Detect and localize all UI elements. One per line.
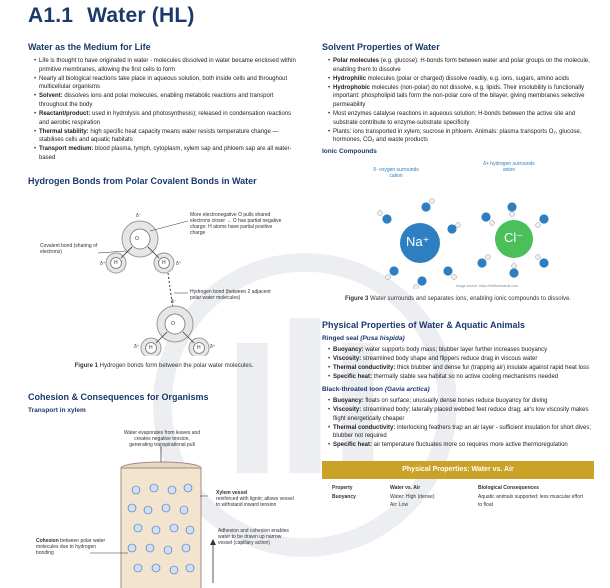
list-item: • Viscosity: streamlined body shape and flippers reduce drag in viscous water	[328, 355, 594, 364]
list-item: • Specific heat: air temperature fluctuates more so requires more active thermoregulation	[328, 441, 594, 450]
hydrogen-label: H	[149, 344, 153, 351]
image-credit: Image source: https://bioflashcards.com	[456, 283, 518, 288]
list-item: • Most enzymes catalyse reactions in aqueous solution; H-bonds between the active site and substrate contribute to enzyme-substrate specificity	[328, 110, 594, 127]
table-row: Air: Low to float	[390, 501, 494, 508]
list-item: • Specific heat: thermally stable sea habitat so no active cooling mechanisms needed	[328, 373, 594, 382]
section-heading-hbonds: Hydrogen Bonds from Polar Covalent Bonds in Water	[28, 175, 257, 186]
figure-1-caption: Figure 1 Hydrogen bonds form between the polar water molecules.	[74, 362, 254, 369]
delta-plus-label: δ⁺	[176, 260, 182, 267]
subheading-seal: Ringed seal (Pusa hispida)	[322, 334, 405, 342]
list-item: • Solvent: dissolves ions and polar molecules, enabling metabolic reactions and transport throughout the body	[34, 92, 300, 109]
table-header-cell: Property	[332, 484, 353, 491]
list-item: • Hydrophilic molecules (polar or charged) dissolve readily, e.g. ions, sugars, amino acids	[328, 75, 594, 84]
oxygen-surrounds-label: δ- oxygen surrounds cation	[373, 166, 419, 179]
right-column	[322, 42, 594, 509]
section-heading-solvent: Solvent Properties of Water	[322, 42, 440, 52]
adhesion-label: Adhesion and cohesion enables water to be drawn up narrow vessel (capillary action)	[218, 527, 289, 546]
table-header-cell: Biological Consequences	[478, 484, 539, 491]
subheading-loon: Black-throated loon (Gavia arctica)	[322, 385, 430, 393]
hydrogen-label: H	[114, 259, 118, 266]
list-item: • Thermal stability: high specific heat capacity means water resists temperature change — stabilises cells and aquatic habitats	[34, 128, 300, 145]
hydrogen-bond-label: Hydrogen bond (between 2 adjacent polar water molecules)	[190, 288, 271, 301]
delta-plus-label: δ⁺	[210, 343, 216, 350]
delta-plus-label: δ⁺	[134, 343, 140, 350]
table-header-row	[322, 479, 594, 493]
ion-hydration-diagram	[322, 159, 594, 289]
figure-3-caption: Figure 3 Water surrounds and separates ions, enabling ionic compounds to dissolve.	[345, 295, 571, 302]
evaporation-label: Water evaporates from leaves and creates negative tension, generating transpirational pull	[123, 429, 201, 448]
list-item: • Viscosity: streamlined body; laterally placed webbed feet reduce drag; air's low viscosity makes flight energetically cheaper	[328, 406, 594, 423]
list-item: • Nearly all biological reactions take place in aqueous solution, both inside cells and throughout multicellular organisms	[34, 75, 300, 92]
properties-table	[322, 461, 594, 509]
solvent-list	[322, 57, 594, 145]
list-item: • Polar molecules (e.g. glucose): H-bonds form between water and polar groups on the molecule, enabling them to dissolve	[328, 57, 594, 74]
page-title	[28, 4, 195, 28]
delta-plus-label: δ⁺	[100, 260, 106, 267]
figure-ionic	[322, 159, 594, 297]
section-heading-medium: Water as the Medium for Life	[28, 42, 151, 52]
list-item: • Reactant/product: used in hydrolysis and photosynthesis); released in condensation reactions and aerobic respiration	[34, 110, 300, 127]
subheading-ionic: Ionic Compounds	[322, 147, 377, 155]
oxygen-label: O	[171, 320, 175, 327]
list-item: • Buoyancy: floats on surface; unusually dense bones reduce buoyancy for diving	[328, 397, 594, 406]
figure-xylem	[28, 418, 300, 588]
list-item: • Buoyancy: water supports body mass; blubber layer further increases buoyancy	[328, 346, 594, 355]
electronegativity-note: More electronegative O pulls shared electrons closer → O has partial negative charge; H atoms have partial positive charge	[190, 211, 282, 236]
table-header-cell: Water vs. Air	[390, 484, 421, 491]
loon-list	[322, 397, 594, 450]
hydrogen-surrounds-label: δ+ hydrogen surrounds anion	[483, 160, 535, 173]
seal-list	[322, 346, 594, 382]
medium-list	[28, 57, 300, 163]
title-number: A1.1	[28, 4, 74, 27]
table-title: Physical Properties: Water vs. Air	[322, 461, 594, 479]
list-item: • Life is thought to have originated in water - molecules dissolved in water became enclosed within primitive membranes, allowing the first cells to form	[34, 57, 300, 74]
hydrogen-label: H	[162, 259, 166, 266]
delta-minus-label: δ⁻	[171, 298, 177, 305]
left-column	[28, 42, 300, 588]
subheading-xylem: Transport in xylem	[28, 406, 86, 414]
chloride-ion-label: Cl⁻	[504, 229, 524, 245]
table-row: Buoyancy Water: High (dense) Aquatic animals supported; less muscular effort	[332, 493, 583, 500]
list-item: • Hydrophobic molecules (non-polar) do not dissolve, e.g. lipids. Their insolubility is functionally important: phospholipid tails form the non-polar core of the bilayer, giving membranes selective permeability	[328, 84, 594, 110]
list-item: • Thermal conductivity: interlocking feathers trap an air layer - sufficient insulation for short dives; blubber not required	[328, 424, 594, 441]
oxygen-label: O	[135, 235, 139, 242]
delta-minus-label: δ⁻	[136, 212, 142, 219]
sodium-ion-label: Na⁺	[406, 233, 430, 249]
section-heading-physical: Physical Properties of Water & Aquatic Animals	[322, 319, 526, 330]
title-text: Water (HL)	[87, 4, 195, 27]
section-heading-cohesion: Cohesion & Consequences for Organisms	[28, 391, 209, 402]
list-item: • Thermal conductivity: thick blubber and dense fur (trapping air) insulate against rapid heat loss	[328, 364, 594, 373]
list-item: • Plants: ions transported in xylem; sucrose in phloem. Animals: plasma transports O₂, glucose, hormones, CO₂ and waste products	[328, 128, 594, 145]
cohesion-label: Cohesion between polar water molecules due to hydrogen bonding	[36, 537, 106, 556]
hydrogen-label: H	[197, 344, 201, 351]
covalent-bond-label: Covalent bond (sharing of electrons)	[40, 242, 98, 255]
list-item: • Transport medium: blood plasma, lymph, cytoplasm, xylem sap and phloem sap are all water-based	[34, 145, 300, 162]
xylem-vessel-label: Xylem vessel reinforced with lignin; allows vessel to withstand inward tension	[216, 489, 294, 508]
figure-hydrogen-bonds	[28, 191, 300, 363]
